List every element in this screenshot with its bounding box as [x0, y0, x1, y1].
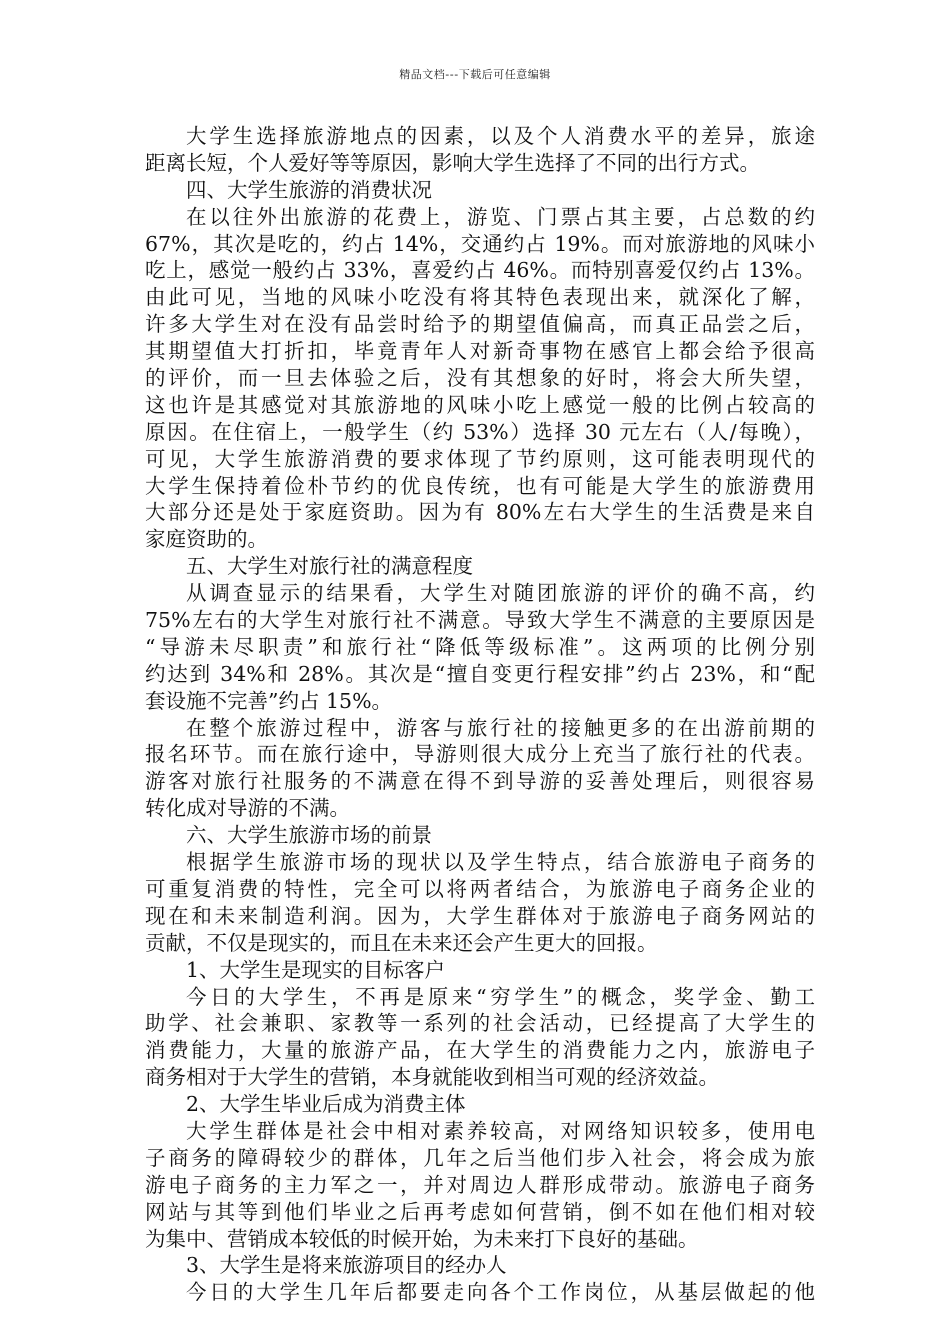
- text-line: 可见，大学生旅游消费的要求体现了节约原则，这可能表明现代的: [145, 446, 815, 471]
- text-line: 这也许是其感觉对其旅游地的风味小吃上感觉一般的比例占较高的: [145, 392, 815, 417]
- section-heading: 六、大学生旅游市场的前景: [186, 823, 432, 848]
- text-line: 其期望值大打折扣，毕竟青年人对新奇事物在感官上都会给予很高: [145, 339, 815, 364]
- document-body: [145, 123, 815, 1306]
- section-heading: 五、大学生对旅行社的满意程度: [186, 554, 473, 579]
- text-line: 的评价，而一旦去体验之后，没有其想象的好时，将会大所失望，: [145, 366, 815, 391]
- text-line: 游电子商务的主力军之一，并对周边人群形成带动。旅游电子商务: [145, 1172, 815, 1197]
- text-line: 现在和未来制造利润。因为，大学生群体对于旅游电子商务网站的: [145, 903, 815, 928]
- text-line: 游客对旅行社服务的不满意在得不到导游的妥善处理后，则很容易: [145, 769, 815, 794]
- text-line: 吃上，感觉一般约占 33%，喜爱约占 46%。而特别喜爱仅约占 13%。: [145, 258, 815, 283]
- text-line: 贡献，不仅是现实的，而且在未来还会产生更大的回报。: [145, 930, 658, 955]
- text-line: 套设施不完善”约占 15%。: [145, 688, 393, 713]
- text-line: 由此可见，当地的风味小吃没有将其特色表现出来，就深化了解，: [145, 285, 815, 310]
- text-line: 今日的大学生几年后都要走向各个工作岗位，从基层做起的他: [186, 1280, 815, 1305]
- text-line: 在整个旅游过程中，游客与旅行社的接触更多的在出游前期的: [186, 715, 815, 740]
- text-line: 今日的大学生，不再是原来“穷学生”的概念，奖学金、勤工: [186, 984, 815, 1009]
- text-line: 大部分还是处于家庭资助。因为有 80%左右大学生的生活费是来自: [145, 500, 815, 525]
- text-line: 为集中、营销成本较低的时候开始，为未来打下良好的基础。: [145, 1226, 699, 1251]
- text-line: 转化成对导游的不满。: [145, 796, 350, 821]
- text-line: 许多大学生对在没有品尝时给予的期望值偏高，而真正品尝之后，: [145, 312, 815, 337]
- text-line: 可重复消费的特性，完全可以将两者结合，为旅游电子商务企业的: [145, 876, 815, 901]
- text-line: 从调查显示的结果看，大学生对随团旅游的评价的确不高，约: [186, 581, 815, 606]
- text-line: 距离长短，个人爱好等等原因，影响大学生选择了不同的出行方式。: [145, 150, 760, 175]
- text-line: 67%，其次是吃的，约占 14%，交通约占 19%。而对旅游地的风味小: [145, 231, 815, 256]
- text-line: 原因。在住宿上，一般学生（约 53%）选择 30 元左右（人/每晚），: [145, 419, 815, 444]
- text-line: 大学生保持着俭朴节约的优良传统，也有可能是大学生的旅游费用: [145, 473, 815, 498]
- text-line: 大学生选择旅游地点的因素，以及个人消费水平的差异，旅途: [186, 124, 815, 148]
- text-line: 根据学生旅游市场的现状以及学生特点，结合旅游电子商务的: [186, 850, 815, 875]
- text-line: 约达到 34%和 28%。其次是“擅自变更行程安排”约占 23%，和“配: [145, 661, 815, 686]
- text-line: 在以往外出旅游的花费上，游览、门票占其主要，占总数的约: [186, 204, 815, 229]
- text-line: 75%左右的大学生对旅行社不满意。导致大学生不满意的主要原因是: [145, 608, 815, 633]
- section-heading: 四、大学生旅游的消费状况: [186, 177, 432, 202]
- text-line: 大学生群体是社会中相对素养较高，对网络知识较多，使用电: [186, 1118, 815, 1143]
- section-heading: 2、大学生毕业后成为消费主体: [186, 1092, 466, 1117]
- text-line: “导游未尽职责”和旅行社“降低等级标准”。这两项的比例分别: [145, 634, 815, 659]
- text-line: 家庭资助的。: [145, 527, 268, 552]
- section-heading: 3、大学生是将来旅游项目的经办人: [186, 1253, 507, 1278]
- text-line: 商务相对于大学生的营销，本身就能收到相当可观的经济效益。: [145, 1065, 719, 1090]
- section-heading: 1、大学生是现实的目标客户: [186, 957, 446, 982]
- text-line: 子商务的障碍较少的群体，几年之后当他们步入社会，将会成为旅: [145, 1145, 815, 1170]
- text-line: 消费能力，大量的旅游产品，在大学生的消费能力之内，旅游电子: [145, 1038, 815, 1063]
- text-line: 网站与其等到他们毕业之后再考虑如何营销，倒不如在他们相对较: [145, 1199, 815, 1224]
- page-header: 精品文档---下载后可任意编辑: [399, 68, 551, 81]
- text-line: 助学、社会兼职、家教等一系列的社会活动，已经提高了大学生的: [145, 1011, 815, 1036]
- text-line: 报名环节。而在旅行途中，导游则很大成分上充当了旅行社的代表。: [145, 742, 815, 767]
